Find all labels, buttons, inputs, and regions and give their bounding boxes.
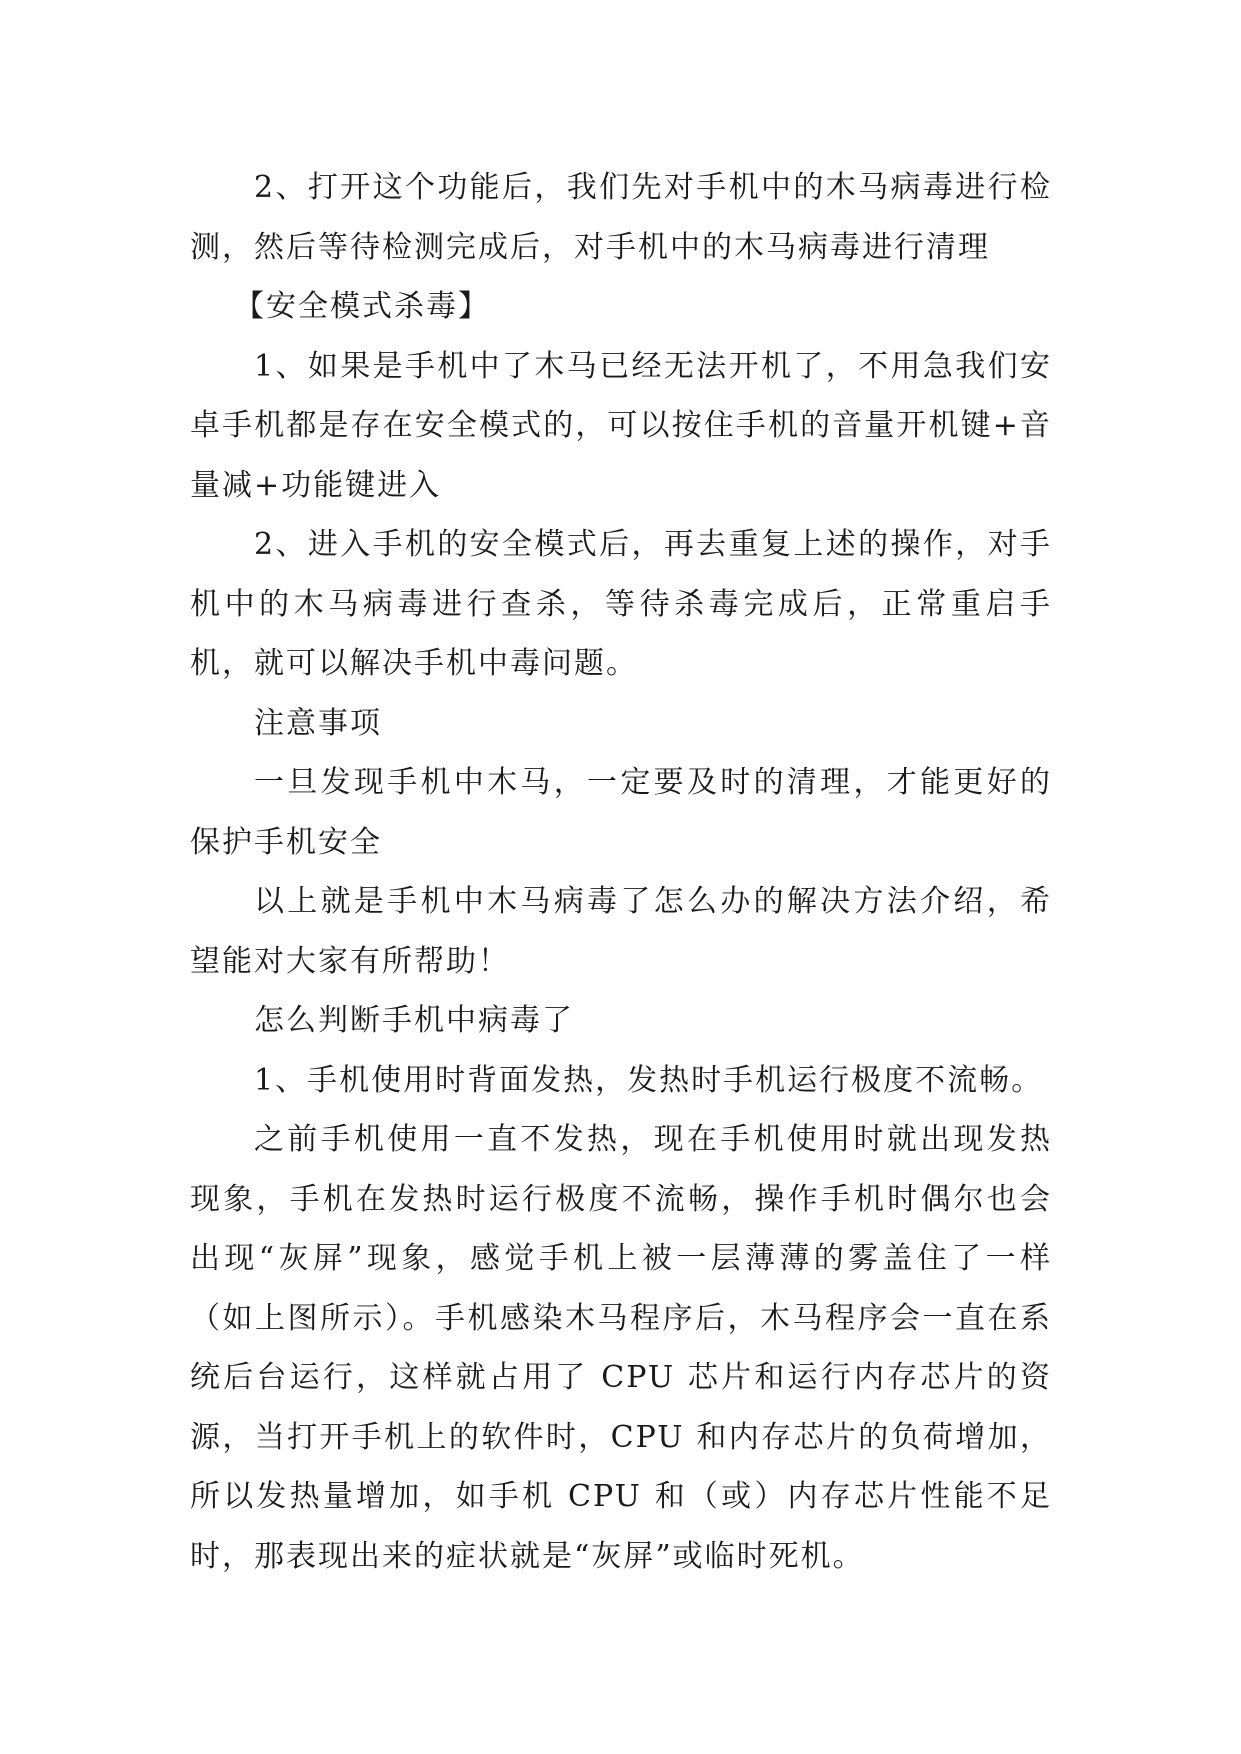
paragraph-symptom-1: 1、手机使用时背面发热，发热时手机运行极度不流畅。 xyxy=(254,1062,1044,1098)
section-heading-notes: 注意事项 xyxy=(254,705,382,741)
paragraph-safe-mode-step-1: 1、如果是手机中了木马已经无法开机了，不用急我们安卓手机都是存在安全模式的，可以按住手机的音量开机键+音量减+功能键进入 xyxy=(190,348,1052,503)
document-body xyxy=(190,158,1052,1586)
section-heading-how-to-tell: 怎么判断手机中病毒了 xyxy=(254,1003,574,1038)
section-heading-safe-mode: 【安全模式杀毒】 xyxy=(234,289,490,324)
paragraph-safe-mode-step-2: 2、进入手机的安全模式后，再去重复上述的操作，对手机中的木马病毒进行查杀，等待杀毒完成后，正常重启手机，就可以解决手机中毒问题。 xyxy=(190,527,1052,681)
paragraph-summary: 以上就是手机中木马病毒了怎么办的解决方法介绍，希望能对大家有所帮助！ xyxy=(190,884,1052,979)
paragraph-notes: 一旦发现手机中木马，一定要及时的清理，才能更好的保护手机安全 xyxy=(190,765,1052,860)
paragraph-step-2-detect: 2、打开这个功能后，我们先对手机中的木马病毒进行检测，然后等待检测完成后，对手机中的木马病毒进行清理 xyxy=(190,170,1052,265)
paragraph-symptom-1-detail: 之前手机使用一直不发热，现在手机使用时就出现发热现象，手机在发热时运行极度不流畅，操作手机时偶尔也会出现“灰屏”现象，感觉手机上被一层薄薄的雾盖住了一样（如上图所示）。手机感染木马程序后，木马程序会一直在系统后台运行，这样就占用了 CPU 芯片和运行内存芯片的资源，当打开手机上的软件时，CPU 和内存芯片的负荷增加，所以发热量增加，如手机 CPU 和（或）内存芯片性能不足时，那表现出来的症状就是“灰屏”或临时死机。 xyxy=(190,1122,1052,1574)
